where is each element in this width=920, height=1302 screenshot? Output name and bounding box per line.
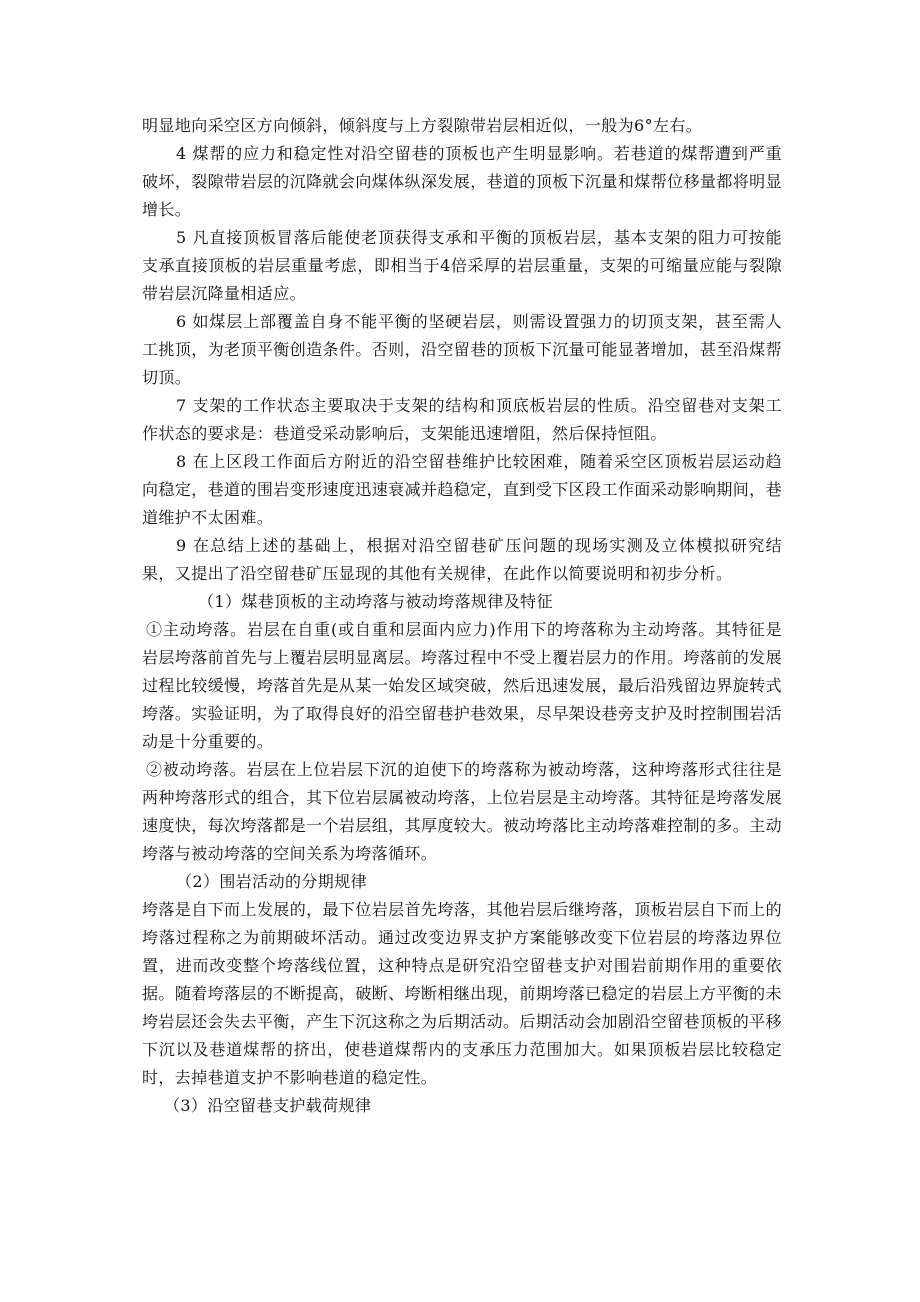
paragraph-item-5: 5 凡直接顶板冒落后能使老顶获得支承和平衡的顶板岩层，基本支架的阻力可按能支承直接顶板的岩层重量考虑，即相当于4倍采厚的岩层重量，支架的可缩量应能与裂隙带岩层沉降量相适应。 [142, 228, 782, 303]
paragraph-item-9: 9 在总结上述的基础上，根据对沿空留巷矿压问题的现场实测及立体模拟研究结果，又提出了沿空留巷矿压显现的其他有关规律，在此作以简要说明和初步分析。 [142, 536, 782, 583]
paragraph-item-6: 6 如煤层上部覆盖自身不能平衡的坚硬岩层，则需设置强力的切顶支架，甚至需人工挑顶，为老顶平衡创造条件。否则，沿空留巷的顶板下沉量可能显著增加，甚至沿煤帮切顶。 [142, 312, 782, 387]
paragraph-passive-caving: ②被动垮落。岩层在上位岩层下沉的迫使下的垮落称为被动垮落，这种垮落形式往往是两种垮落形式的组合，其下位岩层属被动垮落，上位岩层是主动垮落。其特征是垮落发展速度快，每次垮落都是一个岩层组，其厚度较大。被动垮落比主动垮落难控制的多。主动垮落与被动垮落的空间关系为垮落循环。 [142, 760, 782, 863]
paragraph-item-4: 4 煤帮的应力和稳定性对沿空留巷的顶板也产生明显影响。若巷道的煤帮遭到严重破坏，裂隙带岩层的沉降就会向煤体纵深发展，巷道的顶板下沉量和煤帮位移量都将明显增长。 [142, 144, 782, 219]
subheading-1: （1）煤巷顶板的主动垮落与被动垮落规律及特征 [198, 592, 553, 611]
paragraph-staged-activity: 垮落是自下而上发展的，最下位岩层首先垮落，其他岩层后继垮落，顶板岩层自下而上的垮落过程称之为前期破坏活动。通过改变边界支护方案能够改变下位岩层的垮落边界位置，进而改变整个垮落线位置，这种特点是研究沿空留巷支护对围岩前期作用的重要依据。随着垮落层的不断提高，破断、垮断相继出现，前期垮落已稳定的岩层上方平衡的未垮岩层还会失去平衡，产生下沉这称之为后期活动。后期活动会加剧沿空留巷顶板的平移下沉以及巷道煤帮的挤出，使巷道煤帮内的支承压力范围加大。如果顶板岩层比较稳定时，去掉巷道支护不影响巷道的稳定性。 [142, 900, 782, 1087]
paragraph-item-8: 8 在上区段工作面后方附近的沿空留巷维护比较困难，随着采空区顶板岩层运动趋向稳定，巷道的围岩变形速度迅速衰减并趋稳定，直到受下区段工作面采动影响期间，巷道维护不太困难。 [142, 452, 782, 527]
subheading-3: （3）沿空留巷支护载荷规律 [164, 1096, 372, 1115]
paragraph-item-7: 7 支架的工作状态主要取决于支架的结构和顶底板岩层的性质。沿空留巷对支架工作状态的要求是：巷道受采动影响后，支架能迅速增阻，然后保持恒阻。 [142, 396, 782, 443]
paragraph-continuation: 明显地向采空区方向倾斜，倾斜度与上方裂隙带岩层相近似，一般为6°左右。 [142, 116, 703, 135]
subheading-2: （2）围岩活动的分期规律 [176, 872, 367, 891]
paragraph-active-caving: ①主动垮落。岩层在自重(或自重和层面内应力)作用下的垮落称为主动垮落。其特征是岩层垮落前首先与上覆岩层明显离层。垮落过程中不受上覆岩层力的作用。垮落前的发展过程比较缓慢，垮落首先是从某一始发区域突破，然后迅速发展，最后沿残留边界旋转式垮落。实验证明，为了取得良好的沿空留巷护巷效果，尽早架设巷旁支护及时控制围岩活动是十分重要的。 [142, 620, 782, 751]
document-body [142, 112, 782, 1120]
